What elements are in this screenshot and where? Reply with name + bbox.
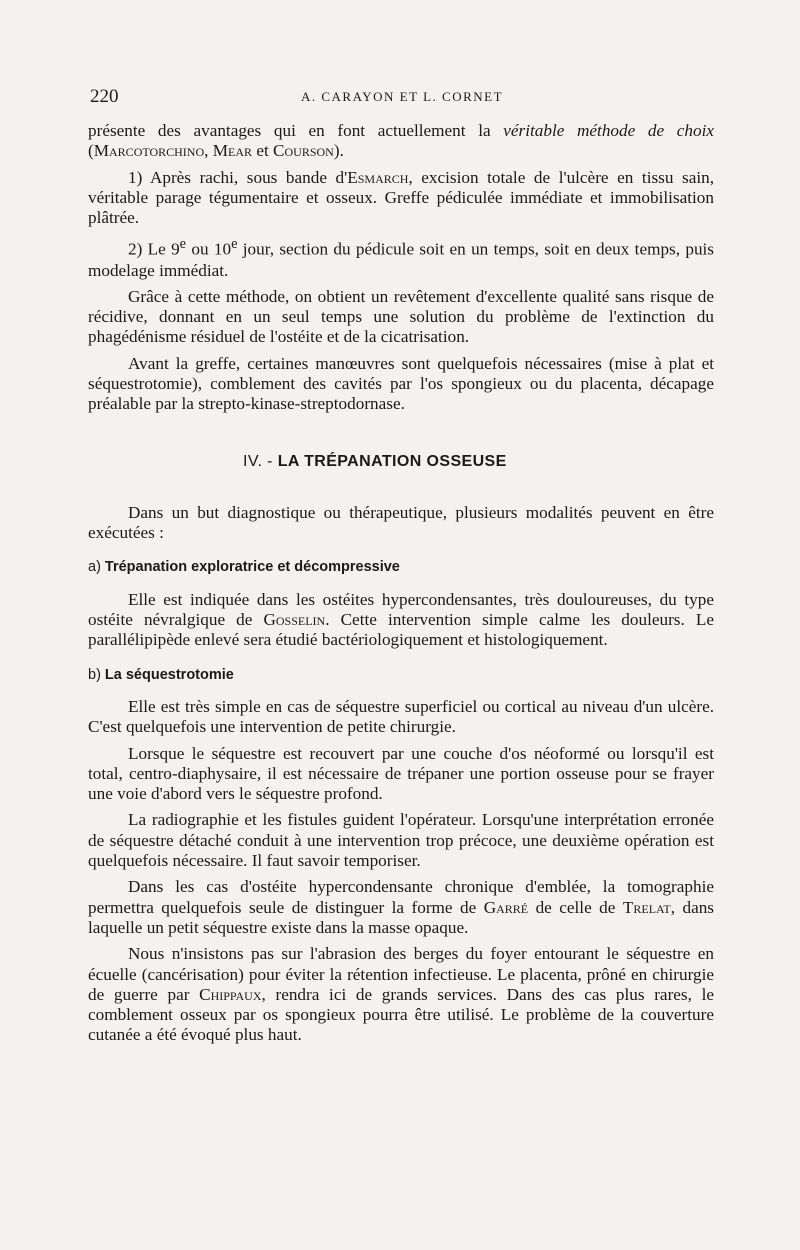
subheading-title: Trépanation exploratrice et décompressive xyxy=(104,559,400,576)
subheading-title: La séquestrotomie xyxy=(104,666,234,683)
text-run: , excision totale de l'ulcère en tissu sain, véritable parage tégumentaire et osseux. Greffe pédiculée immédiate et immobilisation plâtrée. xyxy=(88,167,714,228)
text-run: 2) Le 9 xyxy=(128,240,180,260)
author-name: Marcotorchino xyxy=(93,141,205,161)
page-header xyxy=(90,86,714,110)
section-title: LA TRÉPANATION OSSEUSE xyxy=(277,452,507,470)
subheading-a xyxy=(88,557,714,577)
subheading-letter: a) xyxy=(88,559,105,576)
page-number: 220 xyxy=(90,86,119,107)
section-heading xyxy=(88,452,714,472)
text-run: Nous n'insistons pas sur l'abrasion des berges du foyer entourant le séquestre en écuelle (cancérisation) pour éviter la rétention infectieuse. Le placenta, prôné en chirurgie de guerre par xyxy=(88,944,714,1004)
text-run: Dans les cas d'ostéite hypercondensante chronique d'emblée, la tomographie permettra quelquefois seule de distinguer la forme de xyxy=(88,877,714,917)
text-run: , dans laquelle un petit séquestre existe dans la masse opaque. xyxy=(88,897,714,937)
paragraph-intro xyxy=(88,121,714,162)
ordinal-suffix: e xyxy=(231,236,238,253)
author-name: Gosselin xyxy=(263,610,326,630)
text-run: ( xyxy=(88,141,94,161)
paragraph-a1 xyxy=(88,590,714,651)
paragraph-grace: Grâce à cette méthode, on obtient un revêtement d'excellente qualité sans risque de récidive, donnant en un seul temps une solution du problème de l'extinction du phagédénisme résiduel de l'ostéite et de la cicatrisation. xyxy=(88,286,714,347)
text-run: ). xyxy=(333,141,344,161)
text-run: . Cette intervention simple calme les douleurs. Le parallélipipède enlevé sera étudié bactériologiquement et histologiquement. xyxy=(88,610,714,650)
text-run: , rendra ici de grands services. Dans des cas plus rares, le comblement osseux par os spongieux pourra être utilisé. Le problème de la couverture cutanée a été évoqué plus haut. xyxy=(88,984,714,1045)
text-run: et xyxy=(252,141,274,161)
author-name: Esmarch xyxy=(347,167,409,187)
paragraph-b5 xyxy=(88,944,714,1045)
paragraph-dans: Dans un but diagnostique ou thérapeutique, plusieurs modalités peuvent en être exécutées : xyxy=(88,502,714,543)
ordinal-suffix: e xyxy=(179,236,187,253)
text-run: ou 10 xyxy=(186,240,232,260)
author-name: Garré xyxy=(483,897,529,917)
paragraph-b4 xyxy=(88,877,714,938)
author-name: Trelat xyxy=(622,897,671,917)
paragraph-b2: Lorsque le séquestre est recouvert par une couche d'os néoformé ou lorsqu'il est total, centro-diaphysaire, il est nécessaire de trépaner une portion osseuse pour se frayer une voie d'abord vers le séquestre profond. xyxy=(88,743,714,804)
text-run: présente des avantages qui en font actuellement la xyxy=(88,121,504,140)
text-run: de celle de xyxy=(528,897,623,917)
paragraph-avant: Avant la greffe, certaines manœuvres sont quelquefois nécessaires (mise à plat et séquestrotomie), comblement des cavités par l'os spongieux ou du placenta, décapage préalable par la strepto-kinase-streptodornase. xyxy=(88,353,714,414)
author-name: Chippaux xyxy=(199,984,262,1004)
section-numeral: IV. - xyxy=(243,452,278,470)
paragraph-b1: Elle est très simple en cas de séquestre superficiel ou cortical au niveau d'un ulcère. C'est quelquefois une intervention de petite chirurgie. xyxy=(88,696,714,737)
running-head: A. CARAYON ET L. CORNET xyxy=(300,89,504,104)
text-run: jour, section du pédicule soit en un temps, soit en deux temps, puis modelage immédiat. xyxy=(88,240,714,280)
subheading-letter: b) xyxy=(88,666,105,683)
author-name: Courson xyxy=(273,141,334,161)
paragraph-b3: La radiographie et les fistules guident l'opérateur. Lorsqu'une interprétation erronée de séquestre détaché conduit à une intervention trop précoce, une deuxième opération est quelquefois nécessaire. Il faut savoir temporiser. xyxy=(88,810,714,871)
text-run: Elle est indiquée dans les ostéites hypercondensantes, très douloureuses, du type ostéite névralgique de xyxy=(88,589,714,630)
body-text xyxy=(88,121,714,1046)
text-run: , xyxy=(204,141,213,161)
text-run: 1) Après rachi, sous bande d' xyxy=(128,167,348,187)
author-name: Mear xyxy=(212,141,253,161)
subheading-b xyxy=(88,665,714,685)
paragraph-step-1 xyxy=(88,168,714,229)
paragraph-step-2 xyxy=(88,234,714,280)
emphasis: véritable méthode de choix xyxy=(503,121,714,140)
